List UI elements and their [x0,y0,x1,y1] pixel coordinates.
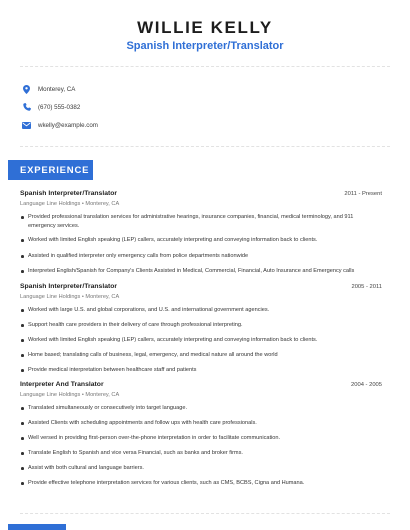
job-entry [20,283,382,373]
section-heading-experience: EXPERIENCE [20,165,90,176]
bullet-item: Worked with limited English speaking (LEP) callers, accurately interpreting and conveying information back to clients. [20,236,375,245]
candidate-role: Spanish Interpreter/Translator [126,40,284,52]
phone-text: (670) 555-0382 [38,103,81,111]
bullet-item: Worked with limited English speaking (LEP) callers, accurately interpreting and conveying information back to clients. [20,336,375,345]
job-dates: 2011 - Present [344,191,382,197]
job-dates: 2004 - 2005 [351,382,382,388]
email-text: wkelly@example.com [38,121,98,129]
job-title: Spanish Interpreter/Translator [20,283,118,290]
candidate-name: WILLIE KELLY [137,18,273,37]
location-pin-icon [22,85,31,94]
bullet-item: Provide medical interpretation between healthcare staff and patients [20,366,375,375]
footer-divider [20,513,390,514]
contact-phone [22,101,80,113]
bullet-item: Support health care providers in their delivery of care through professional interpreting. [20,321,375,330]
contact-divider [20,146,390,147]
bullet-item: Interpreted English/Spanish for Company's Clients Assisted in Medical, Commercial, Financial, Auto Insurance and Emergency calls [20,267,375,276]
job-entry [20,381,382,486]
bullet-item: Provided professional translation services for administrative hearings, insurance companies, financial, medical terminology, and 911 emergency services. [20,213,375,231]
job-company: Language Line Holdings • Monterey, CA [20,201,120,207]
phone-icon [22,103,31,112]
bullet-item: Well versed in providing first-person over-the-phone interpretation in order to facilitate communication. [20,434,375,443]
bullet-item: Assist with both cultural and language barriers. [20,464,375,473]
bullet-item: Translated simultaneously or consecutively into target language. [20,404,375,413]
location-text: Monterey, CA [38,85,76,93]
bullet-item: Assisted in qualified interpreter only emergency calls from police departments nationwide [20,252,375,261]
job-dates: 2005 - 2011 [351,284,382,290]
job-title: Interpreter And Translator [20,381,104,388]
contact-location [22,83,75,95]
job-title: Spanish Interpreter/Translator [20,190,118,197]
job-company: Language Line Holdings • Monterey, CA [20,392,120,398]
header-divider [20,66,390,67]
contact-email [22,119,98,131]
bullet-item: Assisted Clients with scheduling appointments and follow ups with health care professionals. [20,419,375,428]
bullet-item: Worked with large U.S. and global corporations, and U.S. and international government agencies. [20,306,375,315]
next-section-bar [8,524,66,530]
bullet-item: Provide effective telephone interpretation services for various clients, such as CMS, BCBS, Cigna and Humana. [20,479,375,488]
job-company: Language Line Holdings • Monterey, CA [20,294,120,300]
bullet-item: Translate English to Spanish and vice versa Financial, such as banks and broker firms. [20,449,375,458]
email-icon [22,121,31,130]
bullet-item: Home based; translating calls of business, legal, emergency, and medical nature all around the world [20,351,375,360]
job-entry [20,190,382,274]
